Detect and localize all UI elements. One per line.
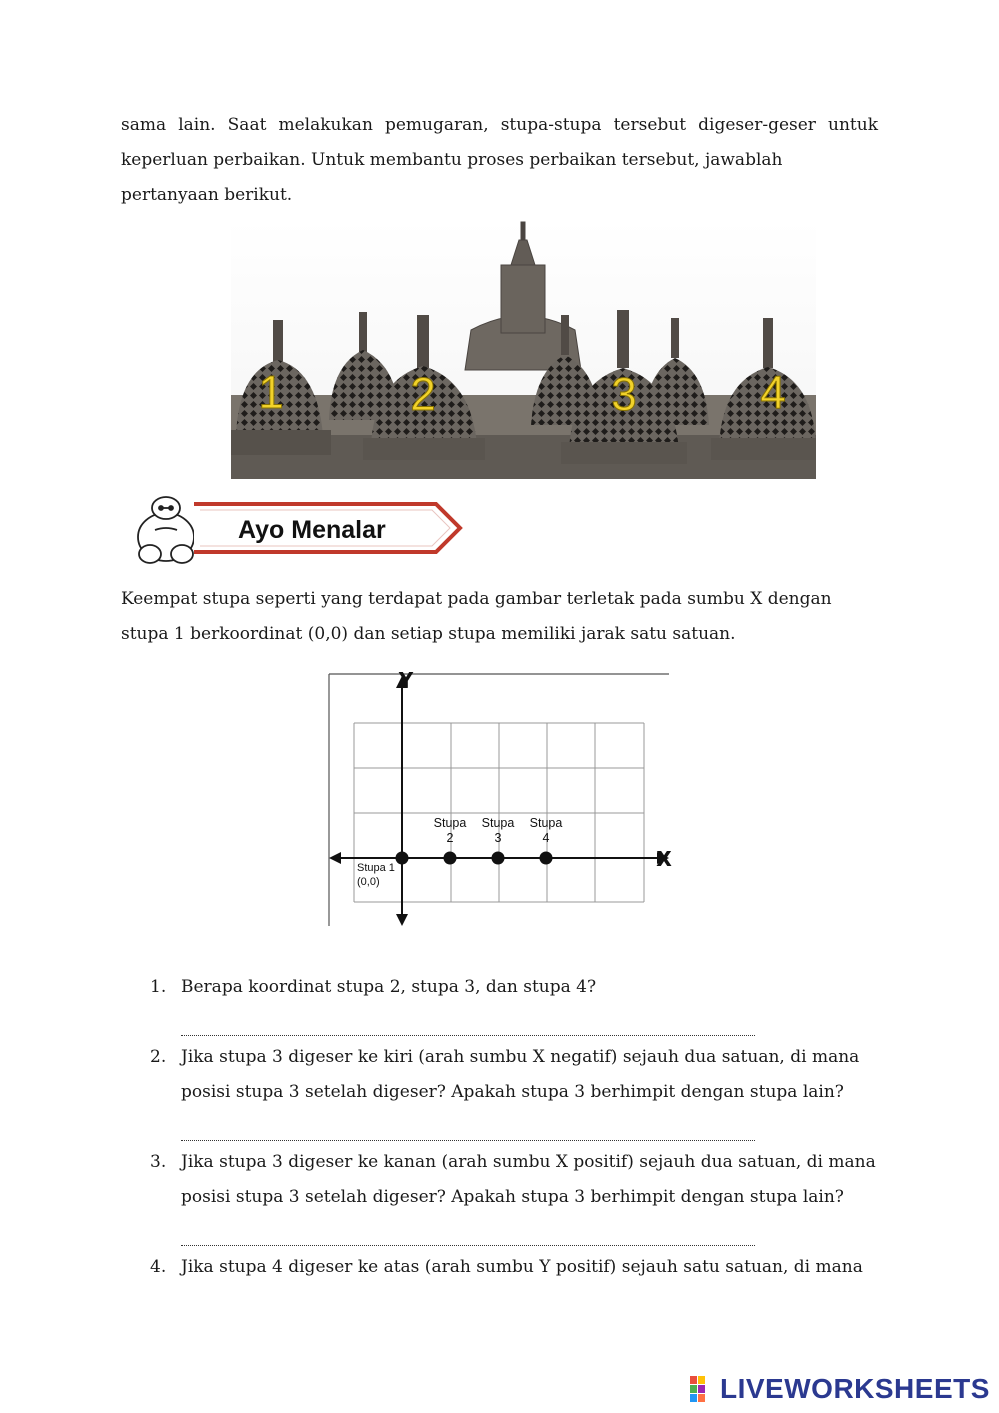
x-axis-label: X xyxy=(658,849,671,869)
y-axis-arrow-down xyxy=(396,914,408,926)
banner-title: Ayo Menalar xyxy=(238,516,386,544)
answer-field-1[interactable] xyxy=(181,1009,755,1036)
answer-field-2[interactable] xyxy=(181,1114,755,1141)
point-number-stupa-4: 4 xyxy=(542,831,550,845)
logo-blocks-icon xyxy=(690,1376,716,1402)
coordinate-graph xyxy=(326,670,674,932)
stupa-number-3: 3 xyxy=(611,368,637,420)
question-text: Jika stupa 3 digeser ke kanan (arah sumbu X positif) sejauh dua satuan, di mana posisi stupa 3 setelah digeser? Apakah stupa 3 berhimpit dengan stupa lain? xyxy=(181,1152,876,1207)
point-label-stupa-1: Stupa 1 xyxy=(357,862,395,874)
x-axis-arrow-left xyxy=(329,852,341,864)
answer-field-3[interactable] xyxy=(181,1219,755,1246)
question-item xyxy=(140,1250,880,1285)
question-text: Jika stupa 4 digeser ke atas (arah sumbu Y positif) sejauh satu satuan, di mana xyxy=(181,1257,863,1277)
point-label-stupa-3: Stupa xyxy=(481,816,515,830)
question-list xyxy=(140,970,880,1285)
logo-text: LIVEWORKSHEETS xyxy=(720,1373,990,1404)
question-text: Jika stupa 3 digeser ke kiri (arah sumbu X negatif) sejauh dua satuan, di mana posisi stupa 3 setelah digeser? Apakah stupa 3 berhimpit dengan stupa lain? xyxy=(181,1047,860,1102)
point-label-stupa-4: Stupa xyxy=(529,816,563,830)
point-stupa-3 xyxy=(492,852,505,865)
question-number: 4. xyxy=(150,1257,167,1277)
point-coord-stupa-1: (0,0) xyxy=(357,876,380,888)
robot-mascot-icon xyxy=(138,497,194,563)
stupa-number-2: 2 xyxy=(410,368,436,420)
point-stupa-1 xyxy=(396,852,409,865)
ayo-menalar-banner xyxy=(130,490,470,570)
question-item xyxy=(140,1145,880,1246)
intro-text: sama lain. Saat melakukan pemugaran, stupa-stupa tersebut digeser-geser untuk keperluan perbaikan. Untuk membantu proses perbaikan tersebut, jawablah xyxy=(121,115,878,170)
borobudur-stupas-photo xyxy=(231,220,816,479)
stupa-number-4: 4 xyxy=(760,366,786,418)
point-number-stupa-3: 3 xyxy=(494,831,502,845)
point-number-stupa-2: 2 xyxy=(446,831,454,845)
question-item xyxy=(140,1040,880,1141)
question-text: Berapa koordinat stupa 2, stupa 3, dan stupa 4? xyxy=(181,977,597,997)
intro-paragraph xyxy=(121,108,878,213)
stupa-number-1: 1 xyxy=(258,366,284,418)
liveworksheets-logo xyxy=(690,1372,990,1406)
question-number: 3. xyxy=(150,1152,167,1172)
description-text: Keempat stupa seperti yang terdapat pada gambar terletak pada sumbu X dengan xyxy=(121,589,832,609)
description-last-line: stupa 1 berkoordinat (0,0) dan setiap stupa memiliki jarak satu satuan. xyxy=(121,624,736,644)
description-paragraph xyxy=(121,582,855,652)
intro-last-line: pertanyaan berikut. xyxy=(121,185,293,205)
question-item xyxy=(140,970,880,1036)
y-axis-label: Y xyxy=(399,670,413,690)
question-number: 1. xyxy=(150,977,167,997)
point-stupa-4 xyxy=(540,852,553,865)
question-number: 2. xyxy=(150,1047,167,1067)
point-stupa-2 xyxy=(444,852,457,865)
point-label-stupa-2: Stupa xyxy=(433,816,467,830)
